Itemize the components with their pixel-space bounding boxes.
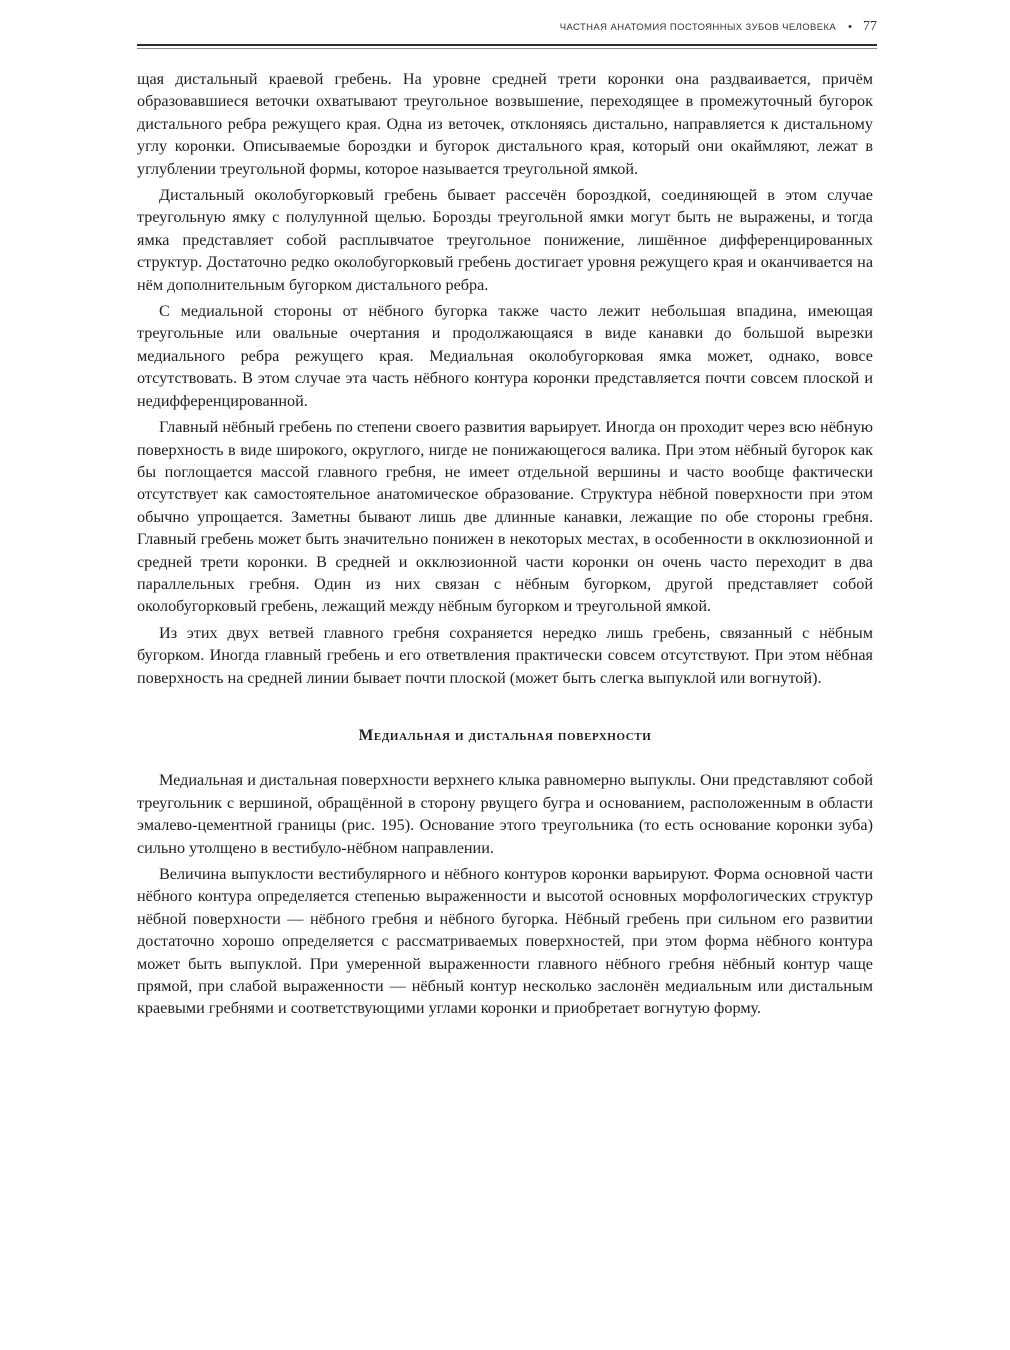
body-text	[137, 68, 873, 1024]
page-number: 77	[863, 19, 877, 34]
paragraph: Медиальная и дистальная поверхности верхнего клыка равномерно выпуклы. Они представляют собой треугольник с вершиной, обращённой в сторону рвущего бугра и основанием, расположенным в области эмалево-цементной границы (рис. 195). Основание этого треугольника (то есть основание коронки зуба) сильно утолщено в вестибуло-нёбном направлении.	[137, 771, 873, 857]
header-rule-thin	[137, 48, 877, 49]
header-rule	[137, 44, 877, 46]
running-header	[137, 14, 877, 40]
paragraph: Дистальный околобугорковый гребень бывает рассечён бороздкой, соединяющей в этом случае треугольную ямку с полулунной щелью. Борозды треугольной ямки могут быть не выражены, и тогда ямка представляет собой расплывчатое треугольное понижение, лишённое дифференцированных структур. Достаточно редко околобугорковый гребень достигает уровня режущего края и оканчивается на нём дополнительным бугорком дистального ребра.	[137, 186, 873, 294]
paragraph: Величина выпуклости вестибулярного и нёбного контуров коронки варьируют. Форма основной части нёбного контура определяется степенью выраженности и высотой основных морфологических структур нёбной поверхности — нёбного гребня и нёбного бугорка. Нёбный гребень при сильном его развитии достаточно хорошо определяется с рассматриваемых поверхностей, при этом форма нёбного контура может быть выпуклой. При умеренной выраженности главного нёбного гребня нёбный контур чаще прямой, при слабой выраженности — нёбный контур несколько заслонён медиальным или дистальным краевыми гребнями и соответствующими углами коронки и приобретает вогнутую форму.	[137, 865, 873, 1018]
paragraph: Главный нёбный гребень по степени своего развития варьирует. Иногда он проходит через всю нёбную поверхность в виде широкого, округлого, нигде не понижающегося валика. При этом нёбный бугорок как бы поглощается массой главного гребня, не имеет отдельной вершины и часто вообще фактически отсутствует как самостоятельное анатомическое образование. Структура нёбной поверхности при этом обычно упрощается. Заметны бывают лишь две длинные канавки, лежащие по обе стороны гребня. Главный гребень может быть значительно понижен в некоторых местах, в особенности в окклюзионной и средней трети коронки. В средней и окклюзионной части коронки он очень часто переходит в два параллельных гребня. Один из них связан с нёбным бугорком, другой представляет собой околобугорковый гребень, лежащий между нёбным бугорком и треугольной ямкой.	[137, 418, 873, 616]
paragraph: С медиальной стороны от нёбного бугорка также часто лежит небольшая впадина, имеющая треугольные или овальные очертания и продолжающаяся в виде канавки до большой вырезки медиального ребра режущего края. Медиальная околобугорковая ямка может, однако, вовсе отсутствовать. В этом случае эта часть нёбного контура коронки представляется почти совсем плоской и недифференцированной.	[137, 302, 873, 410]
section-heading: Медиальная и дистальная поверхности	[358, 726, 652, 744]
header-bullet: •	[848, 21, 852, 33]
running-title: ЧАСТНАЯ АНАТОМИЯ ПОСТОЯННЫХ ЗУБОВ ЧЕЛОВЕКА	[559, 21, 837, 33]
paragraph: щая дистальный краевой гребень. На уровне средней трети коронки она раздваивается, причём образовавшиеся веточки охватывают треугольное возвышение, переходящее в промежуточный бугорок дистального ребра режущего края. Одна из веточек, отклоняясь дистально, направляется к дистальному углу коронки. Описываемые бороздки и бугорок дистального края, который они окаймляют, лежат в углублении треугольной формы, которое называется треугольной ямкой.	[137, 70, 873, 178]
paragraph: Из этих двух ветвей главного гребня сохраняется нередко лишь гребень, связанный с нёбным бугорком. Иногда главный гребень и его ответвления практически совсем отсутствуют. При этом нёбная поверхность на средней линии бывает почти плоской (может быть слегка выпуклой или вогнутой).	[137, 623, 873, 687]
